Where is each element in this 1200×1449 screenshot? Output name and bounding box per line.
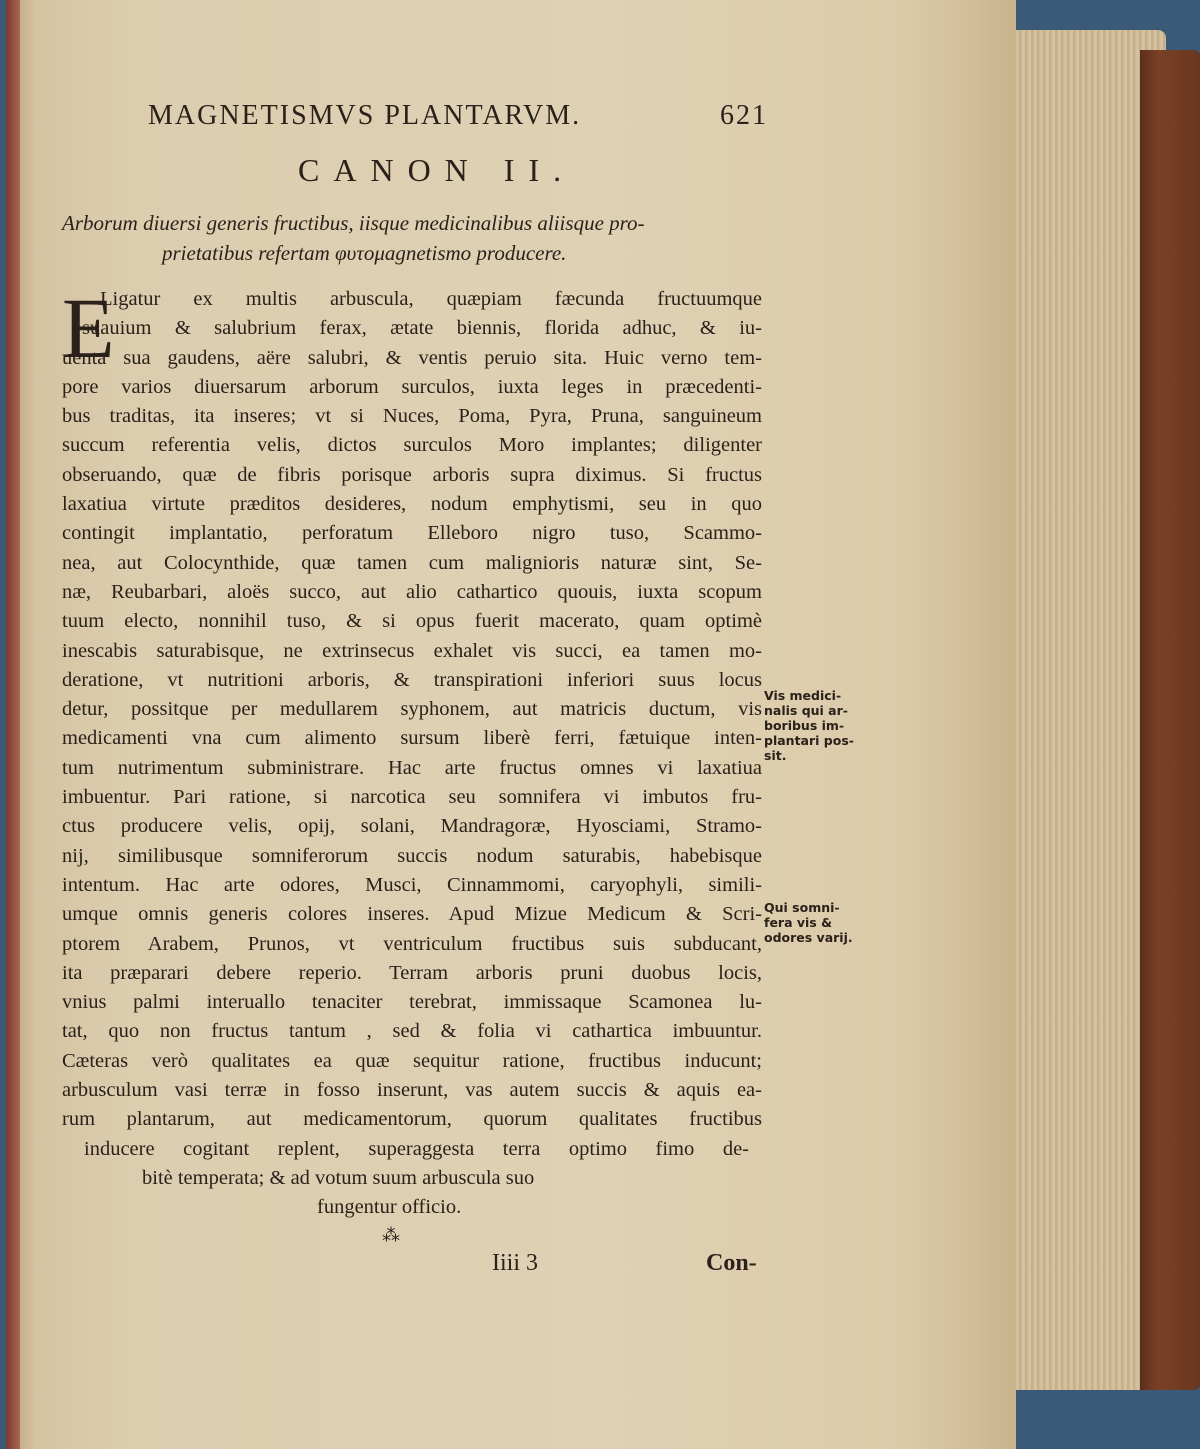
subtitle-line: Arborum diuersi generis fructibus, iisque medicinalibus aliisque pro- — [62, 211, 645, 235]
body-line: inescabis saturabisque, ne extrinsecus exhalet vis succi, ea tamen mo- — [62, 639, 762, 662]
body-line: intentum. Hac arte odores, Musci, Cinnammomi, caryophyli, simili- — [62, 873, 762, 896]
catchword: Con- — [706, 1250, 757, 1276]
drop-cap: E — [62, 280, 115, 376]
signature-mark: Iiii 3 — [492, 1250, 538, 1276]
body-line: bus traditas, ita inseres; vt si Nuces, Poma, Pyra, Pruna, sanguineum — [62, 405, 762, 428]
subtitle-line: prietatibus refertam φυτομagnetismo producere. — [162, 241, 567, 265]
section-subtitle — [62, 208, 762, 268]
body-line: ita præparari debere reperio. Terram arboris pruni duobus locis, — [62, 961, 762, 984]
body-line: contingit implantatio, perforatum Elleboro nigro tuso, Scammo- — [62, 522, 762, 545]
body-line: tum nutrimentum subministrare. Hac arte fructus omnes vi laxatiua — [62, 756, 762, 779]
body-line: inducere cogitant replent, superaggesta terra optimo fimo de- — [84, 1137, 749, 1160]
body-line: laxatiua virtute præditos desideres, nodum emphytismi, seu in quo — [62, 493, 762, 516]
running-header — [148, 100, 768, 132]
body-line: tat, quo non fructus tantum , sed & folia vi cathartica imbuuntur. — [62, 1020, 762, 1043]
body-line: fungentur officio. — [317, 1196, 462, 1219]
body-line: næ, Reubarbari, aloës succo, aut alio cathartico quouis, iuxta scopum — [62, 580, 762, 603]
body-line: rum plantarum, aut medicamentorum, quorum qualitates fructibus — [62, 1108, 762, 1131]
binding-edge — [6, 0, 20, 1449]
body-line: vnius palmi interuallo tenaciter terebrat, immissaque Scamonea lu- — [62, 991, 762, 1014]
body-line: ptorem Arabem, Prunos, vt ventriculum fructibus suis subducant, — [62, 932, 762, 955]
body-line: Ligatur ex multis arbuscula, quæpiam fæcunda fructuumque — [100, 288, 762, 310]
body-line: suauium & salubrium ferax, ætate biennis, florida adhuc, & iu- — [82, 317, 762, 340]
body-text — [62, 280, 762, 1223]
body-line: medicamenti vna cum alimento sursum liberè ferri, fætuique inten- — [62, 727, 762, 750]
running-title: MAGNETISMVS PLANTARVM. — [148, 100, 582, 131]
ornament-asterism: ⁂ — [382, 1225, 400, 1245]
body-line: Cæteras verò qualitates ea quæ sequitur ratione, fructibus inducunt; — [62, 1049, 762, 1072]
body-line: arbusculum vasi terræ in fosso inserunt, vas autem succis & aquis ea- — [62, 1079, 762, 1102]
body-line: umque omnis generis colores inseres. Apud Mizue Medicum & Scri- — [62, 903, 762, 926]
section-title: CANON II. — [298, 152, 576, 188]
body-line: succum referentia velis, dictos surculos Moro implantes; diligenter — [62, 434, 762, 457]
body-line: pore varios diuersarum arborum surculos, iuxta leges in præcedenti- — [62, 375, 762, 398]
body-line: detur, possitque per medullarem syphonem, aut matricis ductum, vis — [62, 698, 762, 721]
body-line: imbuentur. Pari ratione, si narcotica seu somnifera vi imbutos fru- — [62, 786, 762, 809]
margin-note: Vis medici- nalis qui ar- boribus im- plantari pos- sit. — [764, 688, 854, 763]
body-line: tuum electo, nonnihil tuso, & si opus fuerit macerato, quam optimè — [62, 610, 762, 633]
body-line: obseruando, quæ de fibris porisque arboris supra diximus. Si fructus — [62, 463, 762, 486]
body-line: uenta sua gaudens, aëre salubri, & ventis peruio sita. Huic verno tem- — [62, 346, 762, 369]
body-line: nea, aut Colocynthide, quæ tamen cum malignioris naturæ sint, Se- — [62, 551, 762, 574]
margin-note: Qui somni- fera vis & odores varij. — [764, 900, 853, 945]
body-line: ctus producere velis, opij, solani, Mandragoræ, Hyosciami, Stramo- — [62, 815, 762, 838]
body-line: bitè temperata; & ad votum suum arbuscula suo — [142, 1166, 535, 1189]
page-number: 621 — [720, 100, 768, 131]
body-line: deratione, vt nutritioni arboris, & transpirationi inferiori suus locus — [62, 668, 762, 691]
book-cover — [1140, 50, 1200, 1390]
body-line: nij, similibusque somniferorum succis nodum saturabis, habebisque — [62, 844, 762, 867]
